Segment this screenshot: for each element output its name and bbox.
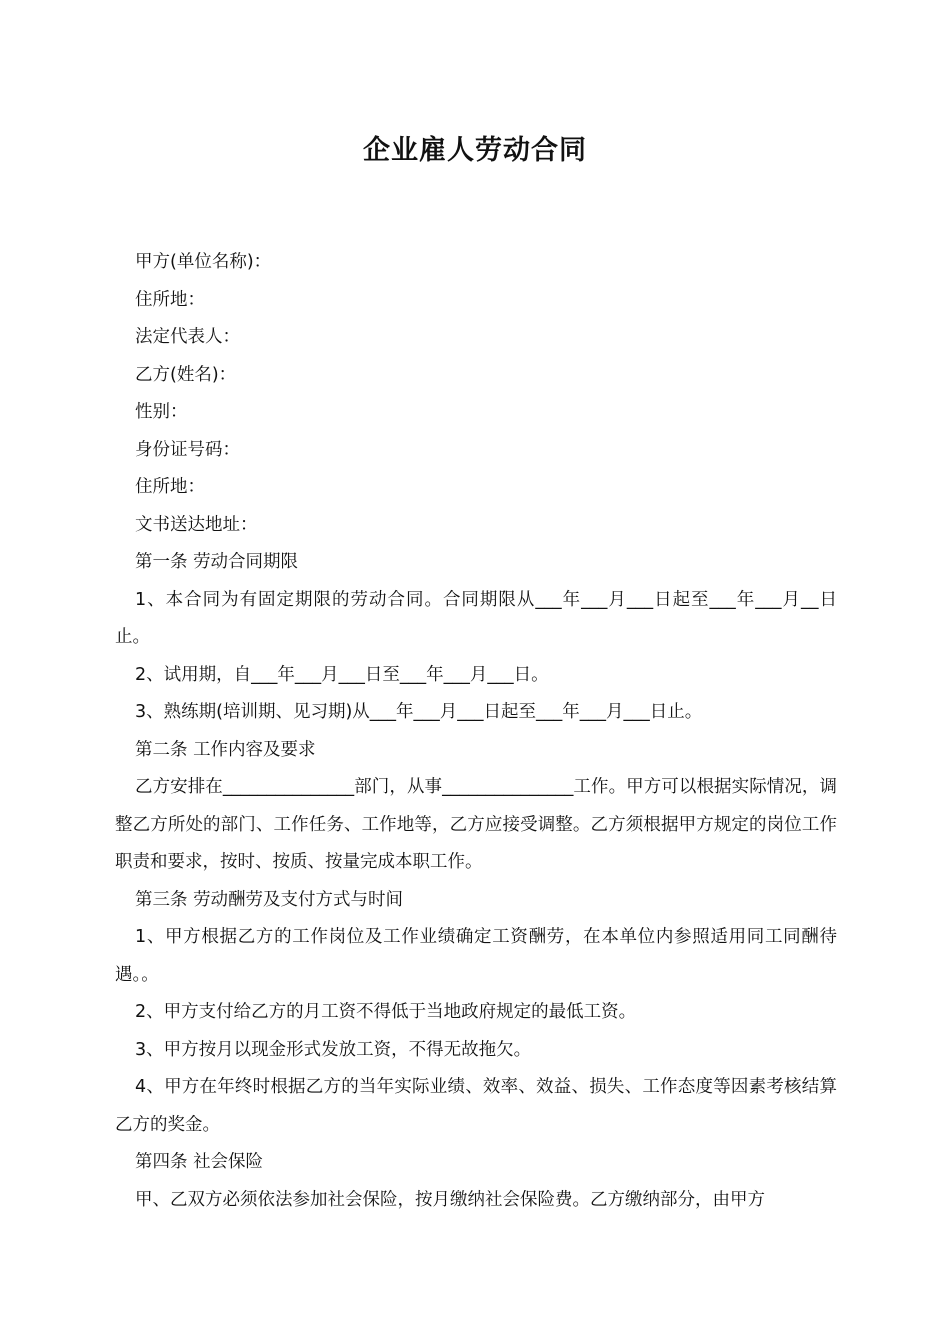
party-b-address: 住所地：: [135, 477, 205, 497]
document-body: [115, 244, 837, 1219]
article-2-body: 乙方安排在_______________部门，从事_______________工作。甲方可以根据实际情况，调整乙方所处的部门、工作任务、工作地等，乙方应接受调整。乙方须根据甲方规定的岗位工作职责和要求，按时、按质、按量完成本职工作。: [115, 777, 837, 872]
article-2-heading: 第二条 工作内容及要求: [135, 739, 316, 760]
article-3-heading: 第三条 劳动酬劳及支付方式与时间: [135, 889, 404, 910]
legal-representative: 法定代表人：: [135, 327, 240, 347]
article-3-clause-4: 4、甲方在年终时根据乙方的当年实际业绩、效率、效益、损失、工作态度等因素考核结算乙方的奖金。: [115, 1077, 837, 1135]
article-3-clause-1: 1、甲方根据乙方的工作岗位及工作业绩确定工资酬劳，在本单位内参照适用同工同酬待遇。。: [115, 927, 837, 985]
article-1-heading: 第一条 劳动合同期限: [135, 552, 299, 572]
party-a-name: 甲方(单位名称)：: [135, 252, 272, 272]
article-3-clause-2: 2、甲方支付给乙方的月工资不得低于当地政府规定的最低工资。: [135, 1002, 637, 1022]
article-3-clause-3: 3、甲方按月以现金形式发放工资，不得无故拖欠。: [135, 1039, 532, 1060]
delivery-address: 文书送达地址：: [135, 514, 258, 535]
party-b-gender: 性别：: [135, 402, 188, 422]
party-b-name: 乙方(姓名)：: [135, 364, 237, 385]
document-title: 企业雇人劳动合同: [363, 135, 587, 166]
article-1-clause-1: 1、本合同为有固定期限的劳动合同。合同期限从___年___月___日起至___年___月__日止。: [115, 589, 837, 647]
party-a-address: 住所地：: [135, 289, 205, 310]
article-1-clause-2: 2、试用期，自___年___月___日至___年___月___日。: [135, 664, 549, 685]
article-4-body: 甲、乙双方必须依法参加社会保险，按月缴纳社会保险费。乙方缴纳部分，由甲方: [135, 1189, 765, 1210]
article-1-clause-3: 3、熟练期(培训期、见习期)从___年___月___日起至___年___月___日止。: [135, 702, 703, 722]
article-4-heading: 第四条 社会保险: [135, 1152, 264, 1172]
party-b-id-number: 身份证号码：: [135, 439, 240, 460]
